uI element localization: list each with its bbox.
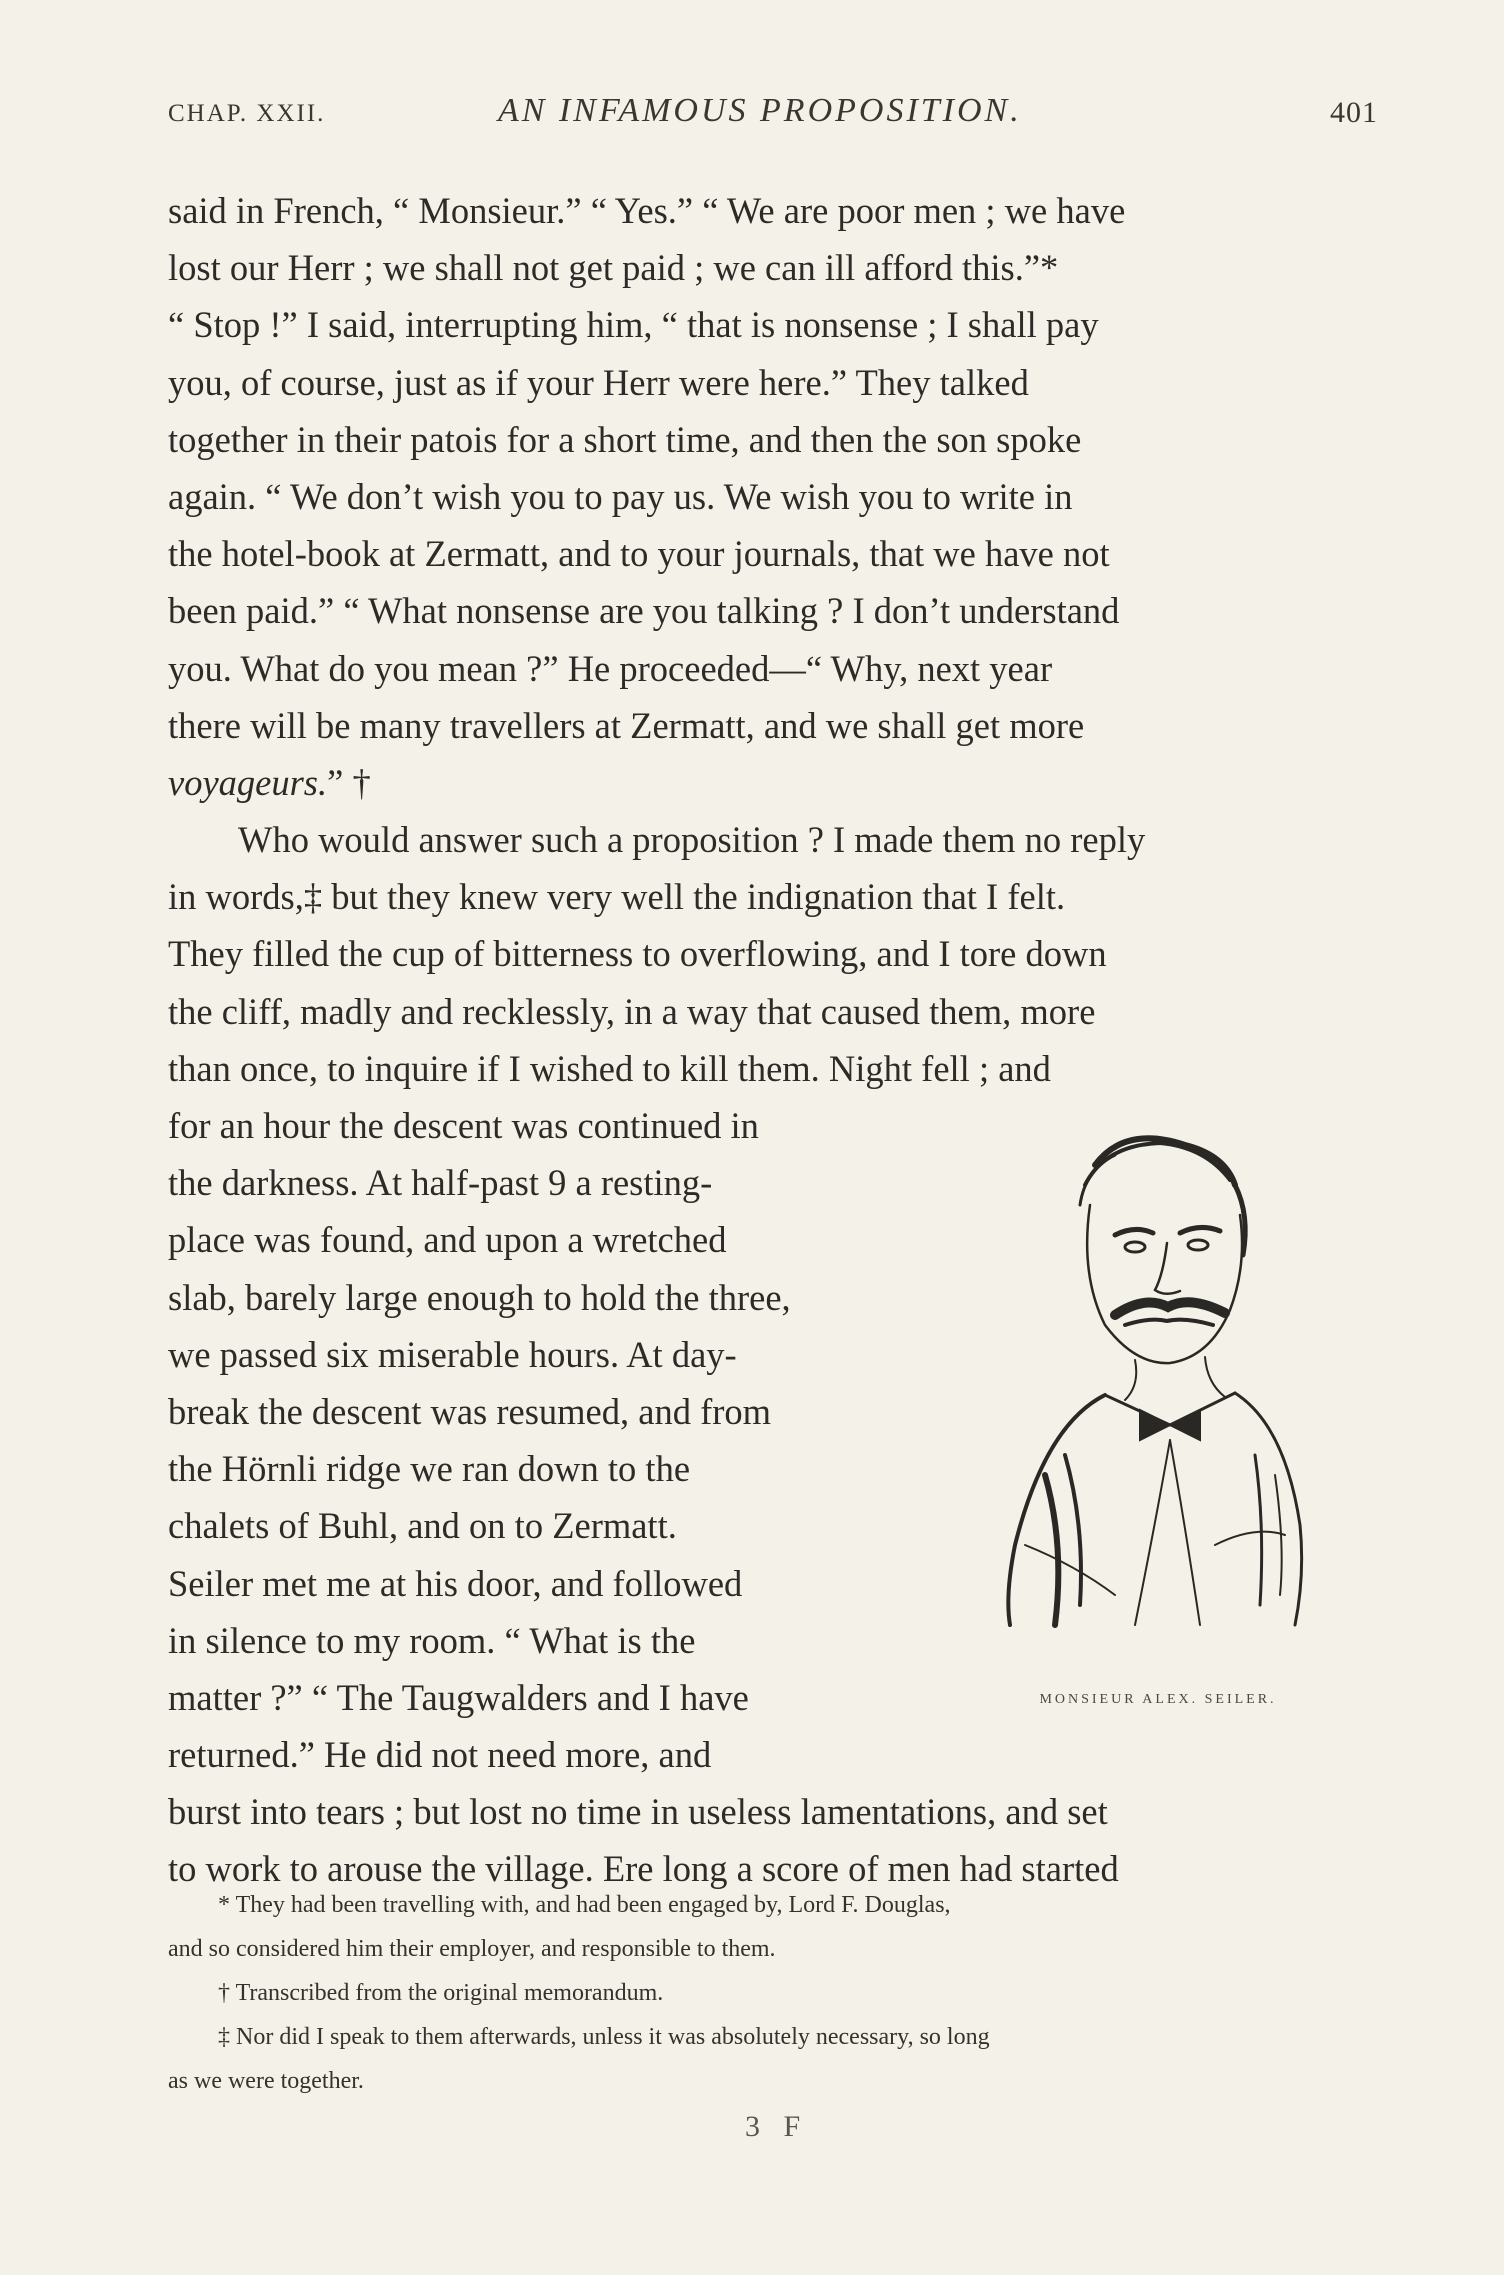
text-line: said in French, “ Monsieur.” “ Yes.” “ We are poor men ; we have [168, 190, 1126, 231]
running-title: AN INFAMOUS PROPOSITION. [498, 92, 1022, 129]
text-line: break the descent was resumed, and from [168, 1390, 772, 1432]
text-line: burst into tears ; but lost no time in useless lamentations, and set [168, 1791, 1108, 1833]
text-line: again. “ We don’t wish you to pay us. We wish you to write in [168, 475, 1073, 517]
portrait-engraving [985, 1125, 1315, 1645]
chapter-label: CHAP. XXII. [168, 100, 326, 127]
text-line: to work to arouse the village. Ere long a score of men had started [168, 1848, 1119, 1890]
text-line: “ Stop !” I said, interrupting him, “ that is nonsense ; I shall pay [168, 304, 1099, 346]
footnote-1-continued: and so considered him their employer, and responsible to them. [168, 1936, 776, 1962]
paragraph-2 [168, 811, 1378, 1097]
text-line: the hotel-book at Zermatt, and to your journals, that we have not [168, 533, 1110, 575]
page-number: 401 [1330, 96, 1378, 129]
text-line: you, of course, just as if your Herr were here.” They talked [168, 361, 1029, 403]
text-line: the Hörnli ridge we ran down to the [168, 1448, 691, 1490]
text-line: They filled the cup of bitterness to overflowing, and I tore down [168, 933, 1107, 975]
text-line: place was found, and upon a wretched [168, 1219, 727, 1261]
footnote-2: † Transcribed from the original memorandum. [218, 1980, 664, 2006]
footnotes [168, 1883, 1378, 2103]
text-line: returned.” He did not need more, and [168, 1734, 712, 1776]
text-line: slab, barely large enough to hold the three, [168, 1276, 791, 1318]
text-line: we passed six miserable hours. At day- [168, 1333, 737, 1375]
footnote-ref: ” † [327, 761, 371, 803]
text-line [168, 754, 1378, 811]
text-line: than once, to inquire if I wished to kill them. Night fell ; and [168, 1047, 1051, 1089]
paragraph-final-lines [168, 1783, 1378, 1897]
text-line: matter ?” “ The Taugwalders and I have [168, 1676, 749, 1718]
paragraph-1 [168, 182, 1378, 754]
footnote-1: * They had been travelling with, and had been engaged by, Lord F. Douglas, [218, 1892, 951, 1918]
signature-mark: 3 F [745, 2110, 809, 2143]
footnote-3: ‡ Nor did I speak to them afterwards, unless it was absolutely necessary, so long [218, 2024, 990, 2050]
portrait-caption: MONSIEUR ALEX. SEILER. [1039, 1692, 1277, 1707]
footnote-3-continued: as we were together. [168, 2068, 364, 2094]
running-header [168, 92, 1378, 132]
text-line: in words,‡ but they knew very well the indignation that I felt. [168, 876, 1066, 918]
text-line: been paid.” “ What nonsense are you talking ? I don’t understand [168, 590, 1120, 632]
italic-word: voyageurs. [168, 761, 328, 803]
text-line: chalets of Buhl, and on to Zermatt. [168, 1505, 677, 1547]
text-line: together in their patois for a short time, and then the son spoke [168, 418, 1082, 460]
text-line: Who would answer such a proposition ? I made them no reply [238, 819, 1146, 861]
text-line: the darkness. At half-past 9 a resting- [168, 1162, 713, 1204]
text-line: lost our Herr ; we shall not get paid ; we can ill afford this.”* [168, 247, 1059, 289]
text-line: in silence to my room. “ What is the [168, 1619, 696, 1661]
text-line: the cliff, madly and recklessly, in a way that caused them, more [168, 990, 1096, 1032]
text-line: for an hour the descent was continued in [168, 1105, 759, 1146]
text-line: there will be many travellers at Zermatt, and we shall get more [168, 704, 1085, 746]
text-line: you. What do you mean ?” He proceeded—“ Why, next year [168, 647, 1053, 689]
text-line: Seiler met me at his door, and followed [168, 1562, 743, 1604]
